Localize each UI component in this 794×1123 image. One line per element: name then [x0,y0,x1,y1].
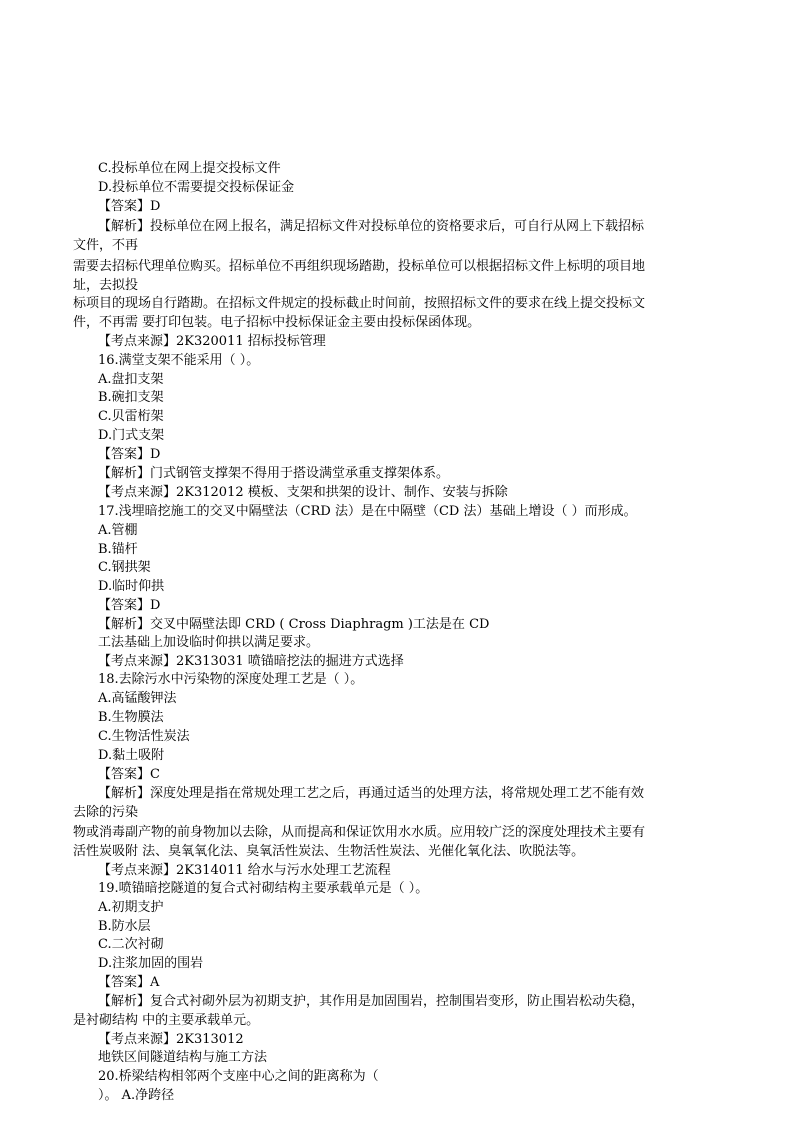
explanation: 【解析】门式钢管支撑架不得用于搭设满堂承重支撑架体系。 [98,466,450,481]
option-b: B.防水层 [98,919,151,934]
question-17: 17.浅埋暗挖施工的交叉中隔壁法（CRD 法）是在中隔壁（CD 法）基础上增设（ ）而形成。 [98,504,637,519]
question-20-cont: ）。 A.净跨径 [98,1088,175,1103]
option-d: D.注浆加固的围岩 [98,956,204,971]
explanation-cont: 是衬砌结构 中的主要承载单元。 [73,1013,260,1028]
source: 【考点来源】2K313031 喷锚暗挖法的掘进方式选择 [98,654,404,669]
option-d: D.投标单位不需要提交投标保证金 [98,180,295,195]
source: 【考点来源】2K313012 [98,1032,244,1047]
explanation-cont: 文件，不再 [73,238,139,253]
question-19: 19.喷锚暗挖隧道的复合式衬砌结构主要承载单元是（ ）。 [98,881,429,896]
answer: 【答案】D [98,199,161,214]
option-a: A.管棚 [98,523,138,538]
explanation: 【解析】复合式衬砌外层为初期支护，其作用是加固围岩，控制围岩变形，防止围岩松动失稳， [98,994,645,1009]
explanation-cont: 址，去拟投 [73,278,139,293]
explanation-cont: 活性炭吸附 法、臭氧氧化法、臭氧活性炭法、生物活性炭法、光催化氧化法、吹脱法等。 [73,844,585,859]
option-c: C.投标单位在网上提交投标文件 [98,161,281,176]
explanation: 【解析】深度处理是指在常规处理工艺之后，再通过适当的处理方法，将常规处理工艺不能有效 [98,786,645,801]
question-20: 20.桥梁结构相邻两个支座中心之间的距离称为（ [98,1069,379,1084]
option-a: A.盘扣支架 [98,372,164,387]
explanation-cont: 需要去招标代理单位购买。招标单位不再组织现场踏勘，投标单位可以根据招标文件上标明的项目地 [73,259,646,274]
answer: 【答案】D [98,598,161,613]
explanation-cont: 物或消毒副产物的前身物加以去除，从而提高和保证饮用水水质。应用较广泛的深度处理技术主要有 [73,825,646,840]
option-c: C.生物活性炭法 [98,729,190,744]
option-d: D.临时仰拱 [98,579,165,594]
answer: 【答案】D [98,447,161,462]
answer: 【答案】C [98,767,160,782]
source: 【考点来源】2K320011 招标投标管理 [98,334,326,349]
explanation-cont: 工法基础上加设临时仰拱以满足要求。 [98,635,320,650]
explanation: 【解析】投标单位在网上报名，满足招标文件对投标单位的资格要求后，可自行从网上下载招标 [98,219,645,234]
explanation-cont: 件，不再需 要打印包装。电子招标中投标保证金主要由投标保函体现。 [73,315,481,330]
source: 【考点来源】2K312012 模板、支架和拱架的设计、制作、安装与拆除 [98,485,508,500]
explanation-cont: 去除的污染 [73,805,139,820]
source: 【考点来源】2K314011 给水与污水处理工艺流程 [98,863,391,878]
option-c: C.二次衬砌 [98,937,164,952]
option-d: D.门式支架 [98,428,165,443]
option-b: B.碗扣支架 [98,390,164,405]
question-16: 16.满堂支架不能采用（ ）。 [98,353,260,368]
explanation-cont: 标项目的现场自行踏勘。在招标文件规定的投标截止时间前，按照招标文件的要求在线上提交投标文 [73,296,646,311]
option-b: B.生物膜法 [98,710,164,725]
source-cont: 地铁区间隧道结构与施工方法 [98,1050,268,1065]
option-a: A.初期支护 [98,900,164,915]
option-a: A.高锰酸钾法 [98,691,177,706]
option-b: B.锚杆 [98,542,138,557]
question-18: 18.去除污水中污染物的深度处理工艺是（ ）。 [98,672,364,687]
option-d: D.黏土吸附 [98,748,165,763]
option-c: C.钢拱架 [98,560,151,575]
answer: 【答案】A [98,975,160,990]
option-c: C.贝雷桁架 [98,409,164,424]
explanation: 【解析】交叉中隔壁法即 CRD ( Cross Diaphragm )工法是在 CD [98,617,490,632]
